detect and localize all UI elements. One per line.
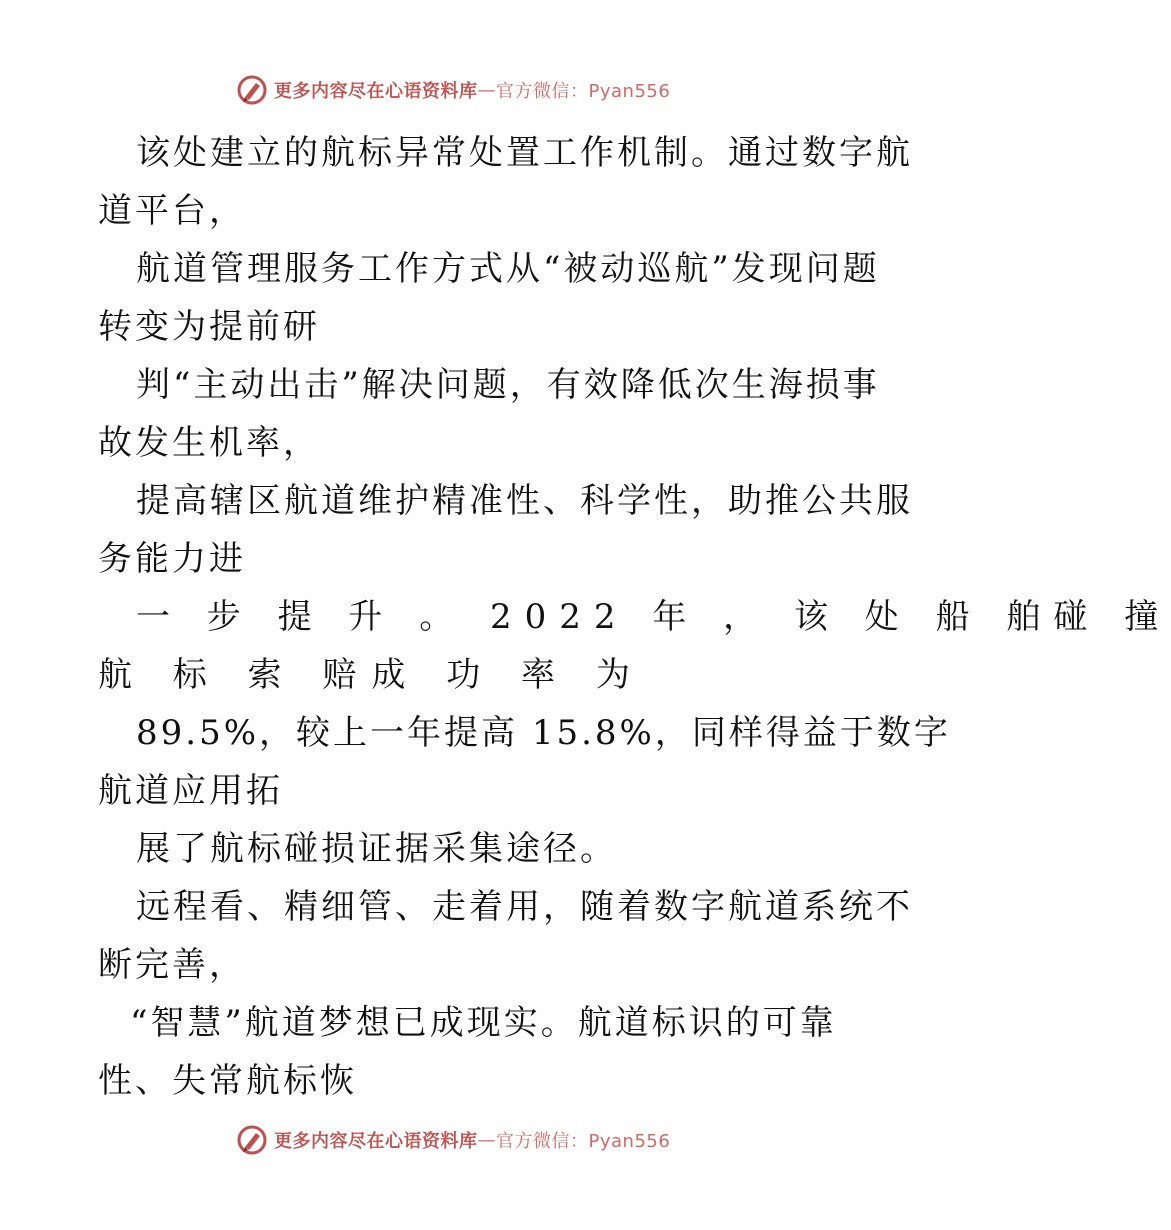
text-line: 提高辖区航道维护精准性、科学性，助推公共服 — [136, 481, 913, 521]
text-line: 转变为提前研 — [98, 307, 320, 347]
document-body — [98, 124, 1171, 1110]
text-line: 断完善， — [98, 945, 246, 985]
footer-watermark — [236, 1122, 670, 1158]
text-line: 展了航标碰损证据采集途径。 — [136, 829, 617, 869]
text-line: 道平台， — [98, 191, 246, 231]
watermark-dash: — — [477, 1129, 496, 1151]
text-line: 航道应用拓 — [98, 771, 283, 811]
text-line: 判“主动出击”解决问题，有效降低次生海损事 — [136, 365, 880, 405]
text-line: 性、失常航标恢 — [98, 1061, 357, 1101]
text-line: 故发生机率， — [98, 423, 320, 463]
text-line: 一 步 提 升 。 2022 年 ， 该 处 船 舶碰 撞 — [136, 597, 1171, 637]
watermark-site-text: 更多内容尽在心语资料库 — [274, 81, 478, 102]
watermark-dash: — — [477, 79, 496, 101]
text-line: 89.5%，较上一年提高 15.8%，同样得益于数字 — [136, 713, 951, 753]
text-line: 务能力进 — [98, 539, 246, 579]
watermark-wechat-text: 官方微信：Pyan556 — [496, 81, 671, 102]
text-line: 航道管理服务工作方式从“被动巡航”发现问题 — [136, 249, 880, 289]
text-line: 该处建立的航标异常处置工作机制。通过数字航 — [136, 133, 913, 173]
pen-logo-icon — [236, 74, 268, 106]
watermark-wechat-text: 官方微信：Pyan556 — [496, 1131, 671, 1152]
text-line: 航 标 索 赔成 功 率 为 — [98, 655, 645, 695]
text-line: “智慧”航道梦想已成现实。航道标识的可靠 — [130, 1003, 837, 1043]
pen-logo-icon — [236, 1124, 268, 1156]
text-line: 远程看、精细管、走着用，随着数字航道系统不 — [136, 887, 913, 927]
watermark-site-text: 更多内容尽在心语资料库 — [274, 1131, 478, 1152]
header-watermark — [236, 72, 670, 108]
